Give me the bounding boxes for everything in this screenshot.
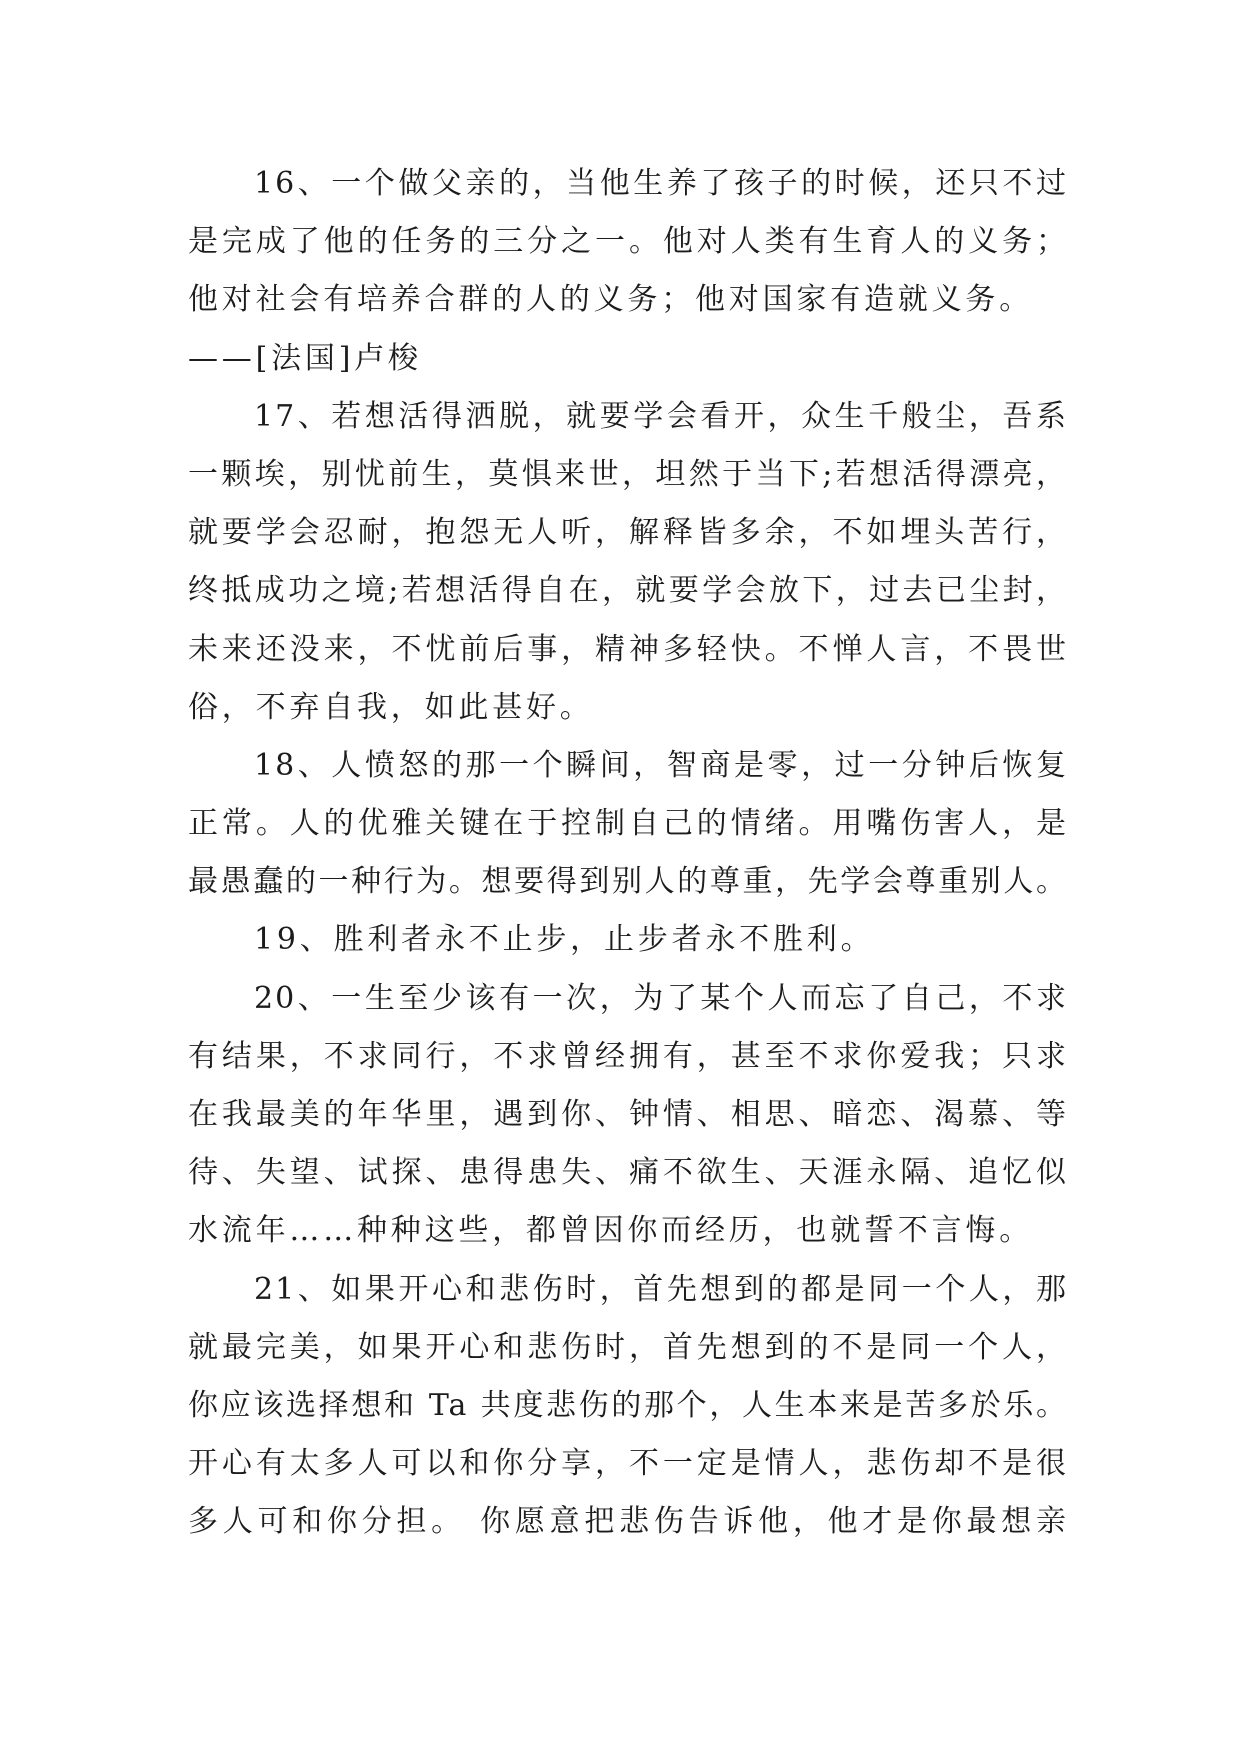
paragraph-16-attribution: ——[法国]卢梭 (188, 340, 422, 376)
paragraph-21-line-1: 21、如果开心和悲伤时，首先想到的都是同一个人，那 (254, 1271, 1068, 1307)
paragraph-21 (188, 1261, 1068, 1552)
paragraph-17-line-6: 俗，不弃自我，如此甚好。 (188, 689, 594, 725)
paragraph-17-line-5: 未来还没来，不忧前后事，精神多轻快。不惮人言，不畏世 (188, 631, 1068, 667)
paragraph-20-line-5: 水流年……种种这些，都曾因你而经历，也就誓不言悔。 (188, 1213, 1033, 1249)
paragraph-21-line-5: 多人可和你分担。 你愿意把悲伤告诉他，他才是你最想亲 (188, 1504, 1068, 1540)
paragraph-17 (188, 388, 1068, 737)
paragraph-21-line-2: 就最完美，如果开心和悲伤时，首先想到的不是同一个人， (188, 1329, 1068, 1365)
paragraph-18 (188, 737, 1068, 912)
document-body (188, 155, 1068, 1552)
paragraph-17-line-1: 17、若想活得洒脱，就要学会看开，众生千般尘，吾系 (254, 398, 1068, 434)
paragraph-20-line-2: 有结果，不求同行，不求曾经拥有，甚至不求你爱我；只求 (188, 1038, 1068, 1074)
paragraph-16 (188, 155, 1068, 388)
paragraph-20-line-4: 待、失望、试探、患得患失、痛不欲生、天涯永隔、追忆似 (188, 1155, 1068, 1191)
paragraph-19-line-1: 19、胜利者永不止步，止步者永不胜利。 (254, 922, 875, 958)
paragraph-18-line-1: 18、人愤怒的那一个瞬间，智商是零，过一分钟后恢复 (254, 747, 1068, 783)
paragraph-18-line-3: 最愚蠢的一种行为。想要得到别人的尊重，先学会尊重别人。 (188, 864, 1068, 900)
paragraph-20 (188, 970, 1068, 1261)
paragraph-16-line-1: 16、一个做父亲的，当他生养了孩子的时候，还只不过 (254, 166, 1068, 201)
paragraph-21-line-4: 开心有太多人可以和你分享，不一定是情人，悲伤却不是很 (188, 1446, 1068, 1482)
paragraph-17-line-2: 一颗埃，别忧前生，莫惧来世，坦然于当下;若想活得漂亮， (188, 456, 1068, 492)
paragraph-16-line-2: 是完成了他的任务的三分之一。他对人类有生育人的义务； (188, 224, 1068, 260)
paragraph-20-line-1: 20、一生至少该有一次，为了某个人而忘了自己，不求 (254, 980, 1068, 1016)
paragraph-19 (188, 911, 1068, 969)
paragraph-21-line-3: 你应该选择想和 Ta 共度悲伤的那个，人生本来是苦多於乐。 (188, 1387, 1068, 1423)
paragraph-20-line-3: 在我最美的年华里，遇到你、钟情、相思、暗恋、渴慕、等 (188, 1097, 1068, 1132)
paragraph-16-line-3: 他对社会有培养合群的人的义务；他对国家有造就义务。 (188, 282, 1033, 318)
paragraph-17-line-3: 就要学会忍耐，抱怨无人听，解释皆多余，不如埋头苦行， (188, 515, 1068, 551)
paragraph-17-line-4: 终抵成功之境;若想活得自在，就要学会放下，过去已尘封， (188, 573, 1068, 609)
paragraph-18-line-2: 正常。人的优雅关键在于控制自己的情绪。用嘴伤害人，是 (188, 806, 1068, 842)
